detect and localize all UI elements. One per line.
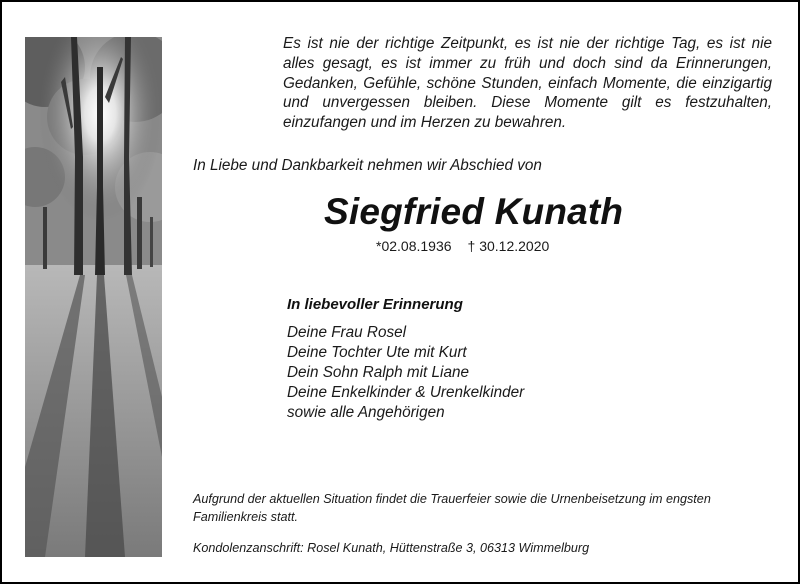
mourner-item: Dein Sohn Ralph mit Liane (287, 364, 469, 381)
condolence-address: Kondolenzanschrift: Rosel Kunath, Hüttenstraße 3, 06313 Wimmelburg (193, 541, 590, 555)
mourner-item: Deine Enkelkinder & Urenkelkinder (287, 384, 525, 401)
mourners-list (287, 323, 524, 423)
trees-in-park-sunlight-image (25, 37, 162, 557)
deceased-name: Siegfried Kunath (324, 191, 624, 232)
birth-date: *02.08.1936 (376, 238, 452, 254)
memory-heading: In liebevoller Erinnerung (287, 296, 463, 313)
memorial-quote: Es ist nie der richtige Zeitpunkt, es ist nie der richtige Tag, es ist nie alles gesagt, es ist immer zu früh und doch sind da Erinnerungen, Gedanken, Gefühle, schöne Stunden, einfach Momente, die einzigartig und unvergessen bleiben. Diese Momente gilt es festzuhalten, einzufangen und im Herzen zu bewahren. (283, 35, 772, 132)
funeral-notice: Aufgrund der aktuellen Situation findet die Trauerfeier sowie die Urnenbeisetzung im engsten Familienkreis statt. (193, 492, 711, 524)
mourner-item: Deine Frau Rosel (287, 324, 407, 341)
mourner-item: Deine Tochter Ute mit Kurt (287, 344, 467, 361)
life-dates (376, 238, 549, 254)
death-date: † 30.12.2020 (467, 238, 550, 254)
mourner-item: sowie alle Angehörigen (287, 404, 445, 421)
farewell-intro: In Liebe und Dankbarkeit nehmen wir Abschied von (193, 157, 542, 174)
